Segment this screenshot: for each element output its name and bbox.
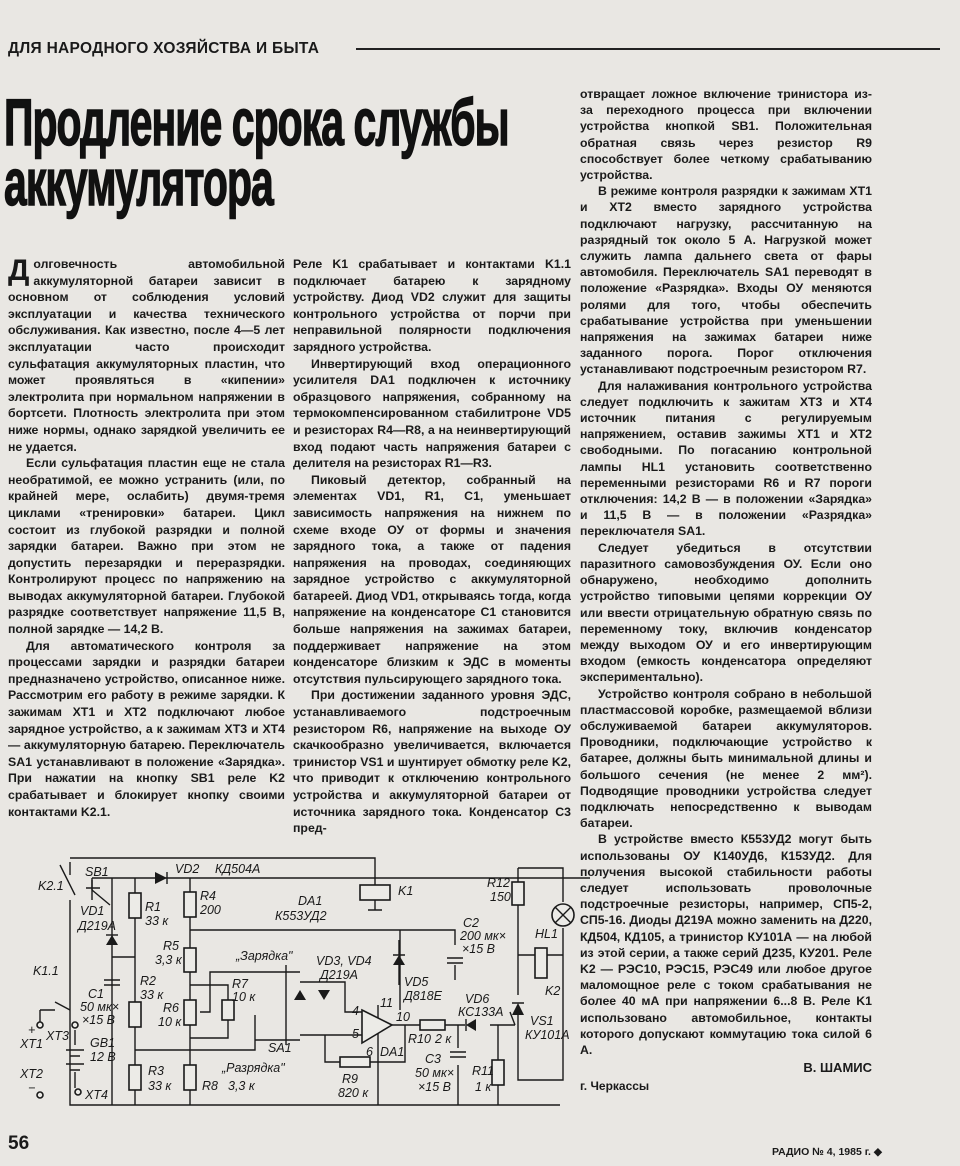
label: DA1 [298,894,323,908]
paragraph: Если сульфатация пластин еще не стала необратимой, ее можно устранить (или, по крайней мере, ослабить) двумя-тремя циклами «тренировки» батареи. Цикл состоит из глубокой разрядки и полной зарядки батареи. Важно при этом не допустить перезарядки и переразрядки. Контролируют процесс по напряжению на выводах аккумуляторной батареи. Глубокой разрядке соответствует напряжение 11,5 В, полной зарядке — 14,2 В. [8,456,285,637]
label: ×15 В [82,1013,116,1027]
paragraph-text: олговечность автомобильной аккумуляторной батареи зависит в основном от соблюдения условий эксплуатации и качества технического обслуживания. Как известно, после 4—5 лет эксплуатации часто происходит сульфатация аккумуляторных пластин, что может проявляться в «кипении» электролита при нормальном напряжении в бортсети. Плотность электролита при этом ниже нормы, однако зарядкой увеличить ее не удается. [8,257,285,454]
label: VS1 [530,1014,554,1028]
label: R9 [342,1072,358,1086]
label: K1.1 [33,964,59,978]
label: ×15 В [462,942,496,956]
label: 33 к [145,914,169,928]
magazine-footer: РАДИО № 4, 1985 г. ◆ [772,1146,882,1158]
label: 12 В [90,1050,116,1064]
label: SB1 [85,865,109,879]
circuit-schematic [0,830,600,1120]
label: R11 [472,1064,495,1078]
resistor-r8 [184,1065,196,1090]
resistor-r4 [184,892,196,917]
city: г. Черкассы [580,1079,650,1094]
paragraph: Для автоматического контроля за процессами зарядки и разрядки батареи предназначено устройство, описанное ниже. Рассмотрим его работу в режиме зарядки. К зажимам XT1 и XT2 подключают любое зарядное устройство, а к зажимам XT3 и XT4 — аккумуляторную батарею. Переключатель SA1 устанавливают в положение «Зарядка». При нажатии на кнопку SB1 реле K2 срабатывает и блокирует кнопку своими контактами K2.1. [8,638,285,819]
label: R1 [145,900,161,914]
label: VD2 [175,862,200,876]
label: Д219А [78,919,116,933]
title-line-1: Продление срока службы [4,85,509,159]
diode-vd2 [155,872,167,884]
rubric-divider [356,48,940,50]
label: R10 [408,1032,431,1046]
label: VD6 [465,992,490,1006]
label: Д818Е [404,989,442,1003]
label: VD3, VD4 [316,954,372,968]
label: VD1 [80,904,105,918]
resistor-r5 [184,948,196,972]
diode-vd1 [106,935,118,945]
text-column-2 [293,256,571,837]
label: R5 [163,939,179,953]
label: R7 [232,977,248,991]
diode-vd4 [318,990,330,1000]
terminal-xt1 [37,1022,43,1028]
capacitor-c3 [450,1052,466,1057]
paragraph: Реле K1 срабатывает и контактами K1.1 подключает батарею к зарядному устройству. Диод VD2 служит для защиты контрольного устройства от порчи при неправильной полярности подключения зарядного устройства. [293,257,571,354]
resistor-r2 [129,1002,141,1027]
label: C2 [463,916,479,930]
resistor-r12 [512,882,524,905]
title-line-2: аккумулятора [4,145,273,219]
relay-k2 [535,948,547,978]
paragraph: Инвертирующий вход операционного усилителя DA1 подключен к источнику образцового напряжения, собранному на термокомпенсированном стабилитроне VD5 и резисторах R4—R8, а на неинвертирующий вход подают часть напряжения батареи с делителя на резисторах R1—R3. [293,356,571,471]
resistor-r1 [129,893,141,918]
label: 3,3 к [155,953,182,967]
label: K1 [398,884,414,898]
label: 200 [200,903,221,917]
label: 50 мк× [415,1066,455,1080]
label: 1 к [475,1080,492,1094]
label: + [28,1023,36,1037]
label: XT2 [20,1067,43,1081]
label: 3,3 к [228,1079,255,1093]
resistor-r10 [420,1020,445,1030]
terminal-xt2 [37,1092,43,1098]
label: XT4 [85,1088,108,1102]
label: C1 [88,987,104,1001]
label: К553УД2 [275,909,327,923]
label: XT3 [46,1029,69,1043]
paragraph: Устройство контроля собрано в небольшой пластмассовой коробке, размещаемой вблизи обслуживаемой батареи аккумуляторов. Проводники, подключающие устройство к батарее, должны быть минимальной длины и большого сечения (не менее 2 мм²). Подводящие проводники устройства следует подключать непосредственно к выводам батареи. [580,686,872,831]
zener-vd6 [466,1019,476,1031]
label: R4 [200,889,216,903]
paragraph: В режиме контроля разрядки к зажимам XT1 и XT2 вместо зарядного устройства подключают нагрузку, рассчитанную на разрядный ток около 5 А. Нагрузкой может служить лампа дальнего света от фары автомобиля. Переключатель SA1 переводят в положение «Разрядка». Входы ОУ меняются ролями для того, чтобы обеспечить срабатывание устройства при уменьшении напряжения на зажимах батареи ниже заданного порога. Порог отключения устанавливают подстроечным резистором R7. [580,184,872,377]
label: VD5 [404,975,429,989]
capacitor-c2 [447,958,463,963]
label: 10 к [232,990,256,1004]
paragraph: отвращает ложное включение тринистора из-за переходного процесса при включении устройства кнопкой SB1. Положительная обратная связь через резистор R9 способствует более четкому срабатыванию устройства. [580,87,872,183]
section-rubric: ДЛЯ НАРОДНОГО ХОЗЯЙСТВА И БЫТА [8,40,320,57]
label: R2 [140,974,156,988]
label: КД504А [215,862,261,876]
label: 200 мк× [460,929,507,943]
paragraph: Следует убедиться в отсутствии паразитного самовозбуждения ОУ. Если оно обнаружено, необходимо дополнить устройство типовыми цепями коррекции ОУ или ввести отрицательную обратную связь по переменному току, включив конденсатор между выходом ОУ и его инвертирующим входом (емкость конденсатора определяют экспериментально). [580,540,872,685]
paragraph: Пиковый детектор, собранный на элементах VD1, R1, C1, уменьшает зависимость напряжения на нижнем по схеме входе ОУ от формы и значения зарядного тока, а также от падения напряжения на проводах, соединяющих зарядное устройство с аккумуляторной батареей. Диод VD1, открываясь тогда, когда напряжение на конденсаторе C1 становится больше напряжения на зажимах батареи, поддерживает напряжение на этом конденсаторе близким к ЭДС в моменты отсутствия пульсирующего зарядного тока. [293,472,571,686]
page-number: 56 [8,1133,30,1154]
paragraph: В устройстве вместо К553УД2 могут быть использованы ОУ К140УД6, К153УД2. Для получения высокой стабильности работы следует использовать проволочные подстроечные резисторы, например, СП5-2, СП5-16. Диоды Д219А можно заменить на Д220, КД504, КД105, а тринистор КУ101А — на любой из этой серии, а также серий Д235, КУ201. Реле K2 — РЭС10, РЭС15, РЭС49 или любое другое маломощное реле с током срабатывания не более 40 мА при напряжении 6...8 В. Реле K1 использовано автомобильное, контакты которого допускают коммутацию тока силой 6 А. [580,832,872,1057]
label: 4 [352,1004,359,1018]
label: ×15 В [418,1080,452,1094]
paragraph: При достижении заданного уровня ЭДС, устанавливаемого подстроечным резистором R6, напряжение на выходе ОУ скачкообразно увеличивается, включается тринистор VS1 и шунтирует обмотку реле K2, что приводит к отключению контрольного устройства и аккумуляторной батареи от источника зарядного тока. Конденсатор C3 пред- [293,688,572,836]
label: R12 [487,876,510,890]
terminal-xt4 [75,1089,81,1095]
label: R8 [202,1079,218,1093]
zener-vd5 [393,955,405,965]
label: XT1 [20,1037,43,1051]
label: 11 [380,996,393,1010]
label: 33 к [148,1079,172,1093]
label: 10 [396,1010,410,1024]
label: 50 мк× [80,1000,120,1014]
terminal-xt3 [72,1022,78,1028]
text-column-1 [8,256,285,820]
label: КУ101А [525,1028,570,1042]
label: „Разрядка" [222,1061,285,1075]
drop-cap: Д [8,254,30,287]
diode-vd3 [294,990,306,1000]
author: В. ШАМИС [803,1060,872,1076]
resistor-r3 [129,1065,141,1090]
label: DA1 [380,1045,405,1059]
text-column-3 [580,86,872,1095]
thyristor-vs1 [512,1003,524,1015]
label: 820 к [338,1086,369,1100]
battery-gb1 [66,1050,84,1070]
label: 10 к [158,1015,182,1029]
opamp-da1 [362,1010,392,1043]
label: R3 [148,1064,164,1078]
label: HL1 [535,927,558,941]
label: КС133А [458,1005,504,1019]
label: Д219А [320,968,358,982]
relay-k1 [360,885,390,900]
label: „Зарядка" [236,949,293,963]
label: 2 к [435,1032,452,1046]
label: 5 [352,1027,359,1041]
paragraph: Для налаживания контрольного устройства следует подключить к зажитам XT3 и XT4 источник питания с регулируемым напряжением, оставив зажимы XT1 и XT2 свободными. По погасанию контрольной лампы HL1 установить соответственно переменными резисторами R6 и R7 пороги отключения: 14,2 В — в положении «Зарядка» и 11,5 В — в положении «Разрядка» переключателя SA1. [580,378,872,539]
label: C3 [425,1052,441,1066]
label: − [28,1081,36,1095]
label: 33 к [140,988,164,1002]
label: 6 [366,1045,373,1059]
article-title [4,85,509,219]
paragraph [8,256,285,455]
label: SA1 [268,1041,292,1055]
label: K2 [545,984,561,998]
label: GB1 [90,1036,116,1050]
label: R6 [163,1001,179,1015]
label: 150 [490,890,511,904]
label: K2.1 [38,879,64,893]
resistor-r6 [184,1000,196,1025]
